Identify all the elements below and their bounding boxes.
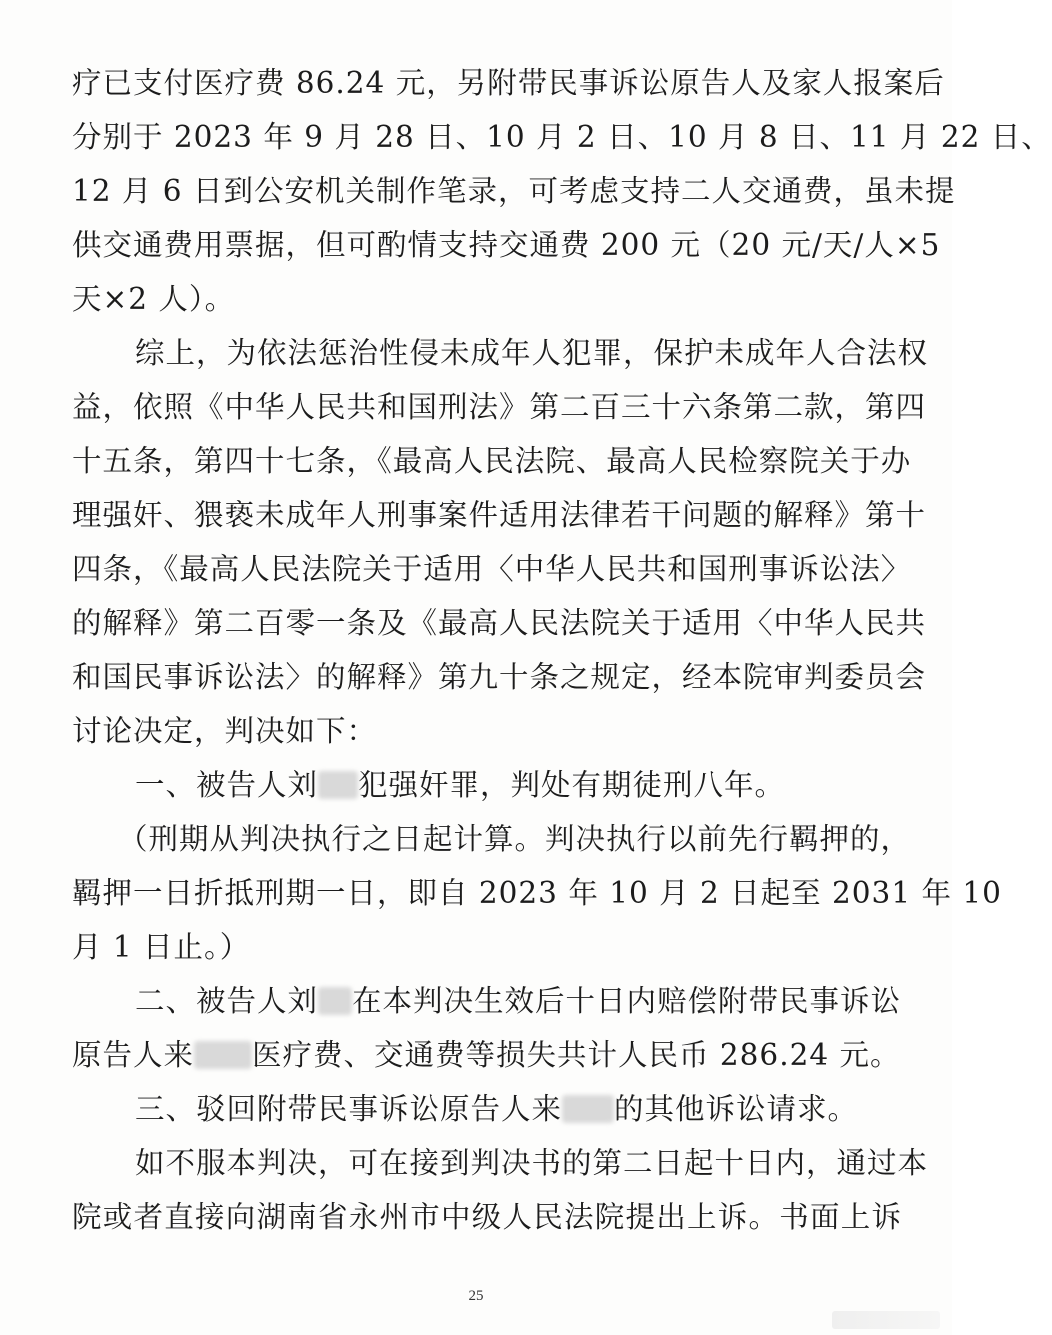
text-line: （刑期从判决执行之日起计算。判决执行以前先行羁押的， xyxy=(118,822,912,856)
text-line: 综上，为依法惩治性侵未成年人犯罪，保护未成年人合法权 xyxy=(135,336,929,370)
text-line: 疗已支付医疗费 86.24 元，另附带民事诉讼原告人及家人报案后 xyxy=(72,66,945,100)
page-number: 25 xyxy=(468,1288,484,1304)
text-line: 羁押一日折抵刑期一日，即自 2023 年 10 月 2 日起至 2031 年 10 xyxy=(72,876,1002,910)
redacted-name xyxy=(318,771,358,799)
redacted-name xyxy=(562,1095,614,1123)
text-line: 原告人来 医疗费、交通费等损失共计人民币 286.24 元。 xyxy=(72,1038,901,1072)
text-line: 四条，《最高人民法院关于适用〈中华人民共和国刑事诉讼法〉 xyxy=(72,552,912,586)
text-line: 十五条，第四十七条，《最高人民法院、最高人民检察院关于办 xyxy=(72,444,912,478)
text-line: 和国民事诉讼法〉的解释》第九十条之规定，经本院审判委员会 xyxy=(72,660,927,694)
text-line: 如不服本判决，可在接到判决书的第二日起十日内，通过本 xyxy=(135,1146,929,1180)
text-line: 讨论决定，判决如下： xyxy=(72,714,378,748)
text-line: 天×2 人）。 xyxy=(72,282,236,316)
redacted-name xyxy=(194,1041,252,1069)
text-line: 12 月 6 日到公安机关制作笔录，可考虑支持二人交通费，虽未提 xyxy=(72,174,956,208)
text-line: 月 1 日止。） xyxy=(72,930,251,964)
text-line: 分别于 2023 年 9 月 28 日、10 月 2 日、10 月 8 日、11 月 22 日、 xyxy=(72,120,1052,154)
watermark xyxy=(832,1311,940,1329)
text-line: 供交通费用票据，但可酌情支持交通费 200 元（20 元/天/人×5 xyxy=(72,228,941,262)
redacted-name xyxy=(318,987,352,1015)
text-line: 益，依照《中华人民共和国刑法》第二百三十六条第二款，第四 xyxy=(72,390,927,424)
verdict-item-2: 二、被告人刘 在本判决生效后十日内赔偿附带民事诉讼 xyxy=(135,984,902,1018)
verdict-item-1: 一、被告人刘 犯强奸罪，判处有期徒刑八年。 xyxy=(135,768,786,802)
verdict-item-3: 三、驳回附带民事诉讼原告人来 的其他诉讼请求。 xyxy=(135,1092,859,1126)
text-line: 院或者直接向湖南省永州市中级人民法院提出上诉。书面上诉 xyxy=(72,1200,902,1234)
text-line: 的解释》第二百零一条及《最高人民法院关于适用〈中华人民共 xyxy=(72,606,927,640)
text-line: 理强奸、猥亵未成年人刑事案件适用法律若干问题的解释》第十 xyxy=(72,498,927,532)
